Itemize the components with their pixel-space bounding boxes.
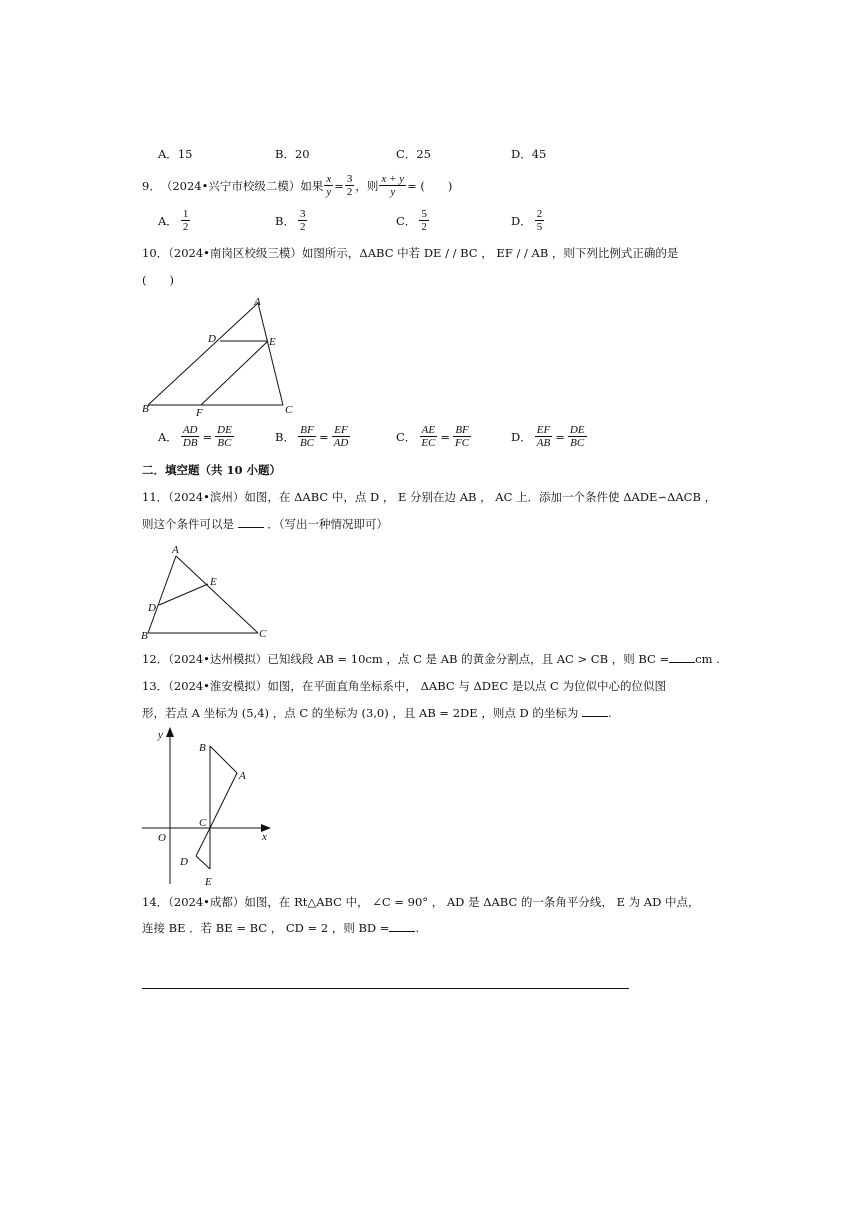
q11-figure: [138, 542, 278, 642]
label-e: E: [269, 336, 276, 348]
q9-option-c: C． $\frac{5}{2}$: [396, 208, 427, 233]
q14-stem-line2: [142, 920, 419, 936]
q13-stem-line1: 13．（2024•淮安模拟）如图，在平面直角坐标系中， ΔABC 与 ΔDEC 是以点 C 为位似中心的位似图: [142, 679, 666, 693]
segment-de: [159, 584, 208, 605]
question-number: 9．: [142, 178, 161, 193]
question-text: ，则: [355, 178, 379, 193]
label-b: B: [142, 403, 149, 415]
q9-option-a: A． $\frac{1}{2}$: [158, 208, 189, 233]
answer-bracket: = ( ): [407, 178, 453, 193]
q13-figure: [138, 724, 288, 889]
q10-option-c: C． $\frac{AE}{EC}$ = $\frac{BF}{FC}$: [396, 424, 470, 449]
question-text: 12．（2024•达州模拟）已知线段 AB = 10cm ，点 C 是 AB 的黄金分割点，且 AC > CB ，则 BC =: [142, 652, 670, 666]
label-f: F: [196, 407, 203, 418]
question-text: .: [415, 921, 420, 935]
q8-option-d: D．45: [511, 147, 547, 161]
q10-stem-line1: 10．（2024•南岗区校级三模）如图所示，ΔABC 中若 DE / / BC ， EF / / AB ，则下列比例式正确的是: [142, 246, 679, 260]
label-a: A: [239, 770, 246, 782]
segment-ac: [258, 303, 283, 405]
question-text: 形，若点 A 坐标为 (5,4) ，点 C 的坐标为 (3,0) ，且 AB = 2DE ，则点 D 的坐标为: [142, 706, 579, 720]
fraction-3-over-2: $\frac{3}{2}$: [346, 173, 353, 198]
segment-ac: [176, 556, 258, 633]
q11-stem-line1: 11．（2024•滨州）如图，在 ΔABC 中，点 D ， E 分别在边 AB ， AC 上．添加一个条件使 ΔADE∽ΔACB ，: [142, 490, 717, 504]
label-x: x: [262, 831, 267, 843]
q10-option-a: A． $\frac{AD}{DB}$ = $\frac{DE}{BC}$: [158, 424, 232, 449]
q11-stem-line2: [142, 516, 388, 532]
y-axis-arrow-icon: [166, 727, 174, 737]
answer-blank[interactable]: [389, 921, 415, 932]
page-divider: [142, 988, 629, 989]
segment-ba: [210, 746, 237, 773]
label-c: C: [285, 404, 293, 416]
q10-option-b: B． $\frac{BF}{BC}$ = $\frac{EF}{AD}$: [275, 424, 349, 449]
answer-blank[interactable]: [669, 652, 695, 663]
label-a: A: [254, 296, 261, 308]
label-d: D: [180, 856, 188, 868]
answer-blank[interactable]: [238, 517, 264, 528]
answer-blank[interactable]: [582, 706, 608, 717]
segment-cd: [196, 828, 210, 856]
label-c: C: [259, 628, 267, 640]
unit-text: cm .: [695, 652, 720, 666]
label-b: B: [141, 630, 148, 642]
q8-option-b: B．20: [275, 147, 310, 161]
label-e: E: [210, 576, 217, 588]
label-o: O: [158, 832, 166, 844]
label-c: C: [199, 817, 207, 829]
question-text: ．（写出一种情况即可）: [267, 517, 389, 531]
q14-stem-line1: 14．（2024•成都）如图，在 Rt△ABC 中， ∠C = 90° ， AD 是 ΔABC 的一条角平分线， E 为 AD 中点，: [142, 895, 700, 909]
label-d: D: [148, 602, 156, 614]
q10-option-d: D． $\frac{EF}{AB}$ = $\frac{DE}{BC}$: [511, 424, 585, 449]
equals-sign: =: [334, 178, 344, 193]
fraction-x-over-y: $\frac{x}{y}$: [326, 173, 332, 198]
question-text: .: [608, 706, 612, 720]
question-text: （2024•兴宁市校级二模）如果: [160, 178, 324, 193]
q13-stem-line2: [142, 705, 612, 721]
fraction-xy-over-y: $\frac{x + y}{y}$: [381, 173, 405, 198]
label-a: A: [172, 544, 179, 556]
section-title: 二．填空题（共 10 小题）: [142, 463, 282, 477]
segment-de: [196, 856, 210, 869]
q8-option-c: C．25: [396, 147, 431, 161]
label-y: y: [158, 729, 163, 741]
q10-figure: [138, 293, 298, 418]
label-b: B: [199, 742, 206, 754]
segment-ac: [210, 773, 237, 828]
q9-option-d: D． $\frac{2}{5}$: [511, 208, 543, 233]
q10-stem-line2: ( ): [142, 273, 174, 287]
q12-stem: [142, 651, 720, 667]
q9-stem: [142, 173, 452, 198]
q9-option-b: B． $\frac{3}{2}$: [275, 208, 306, 233]
label-e: E: [205, 876, 212, 888]
segment-ef: [201, 341, 268, 405]
label-d: D: [208, 333, 216, 345]
q8-option-a: A．15: [158, 147, 193, 161]
question-text: 则这个条件可以是: [142, 517, 234, 531]
segment-ab: [148, 556, 176, 633]
question-text: 连接 BE ．若 BE = BC ， CD = 2 ，则 BD =: [142, 921, 390, 935]
segment-ab: [148, 303, 258, 405]
